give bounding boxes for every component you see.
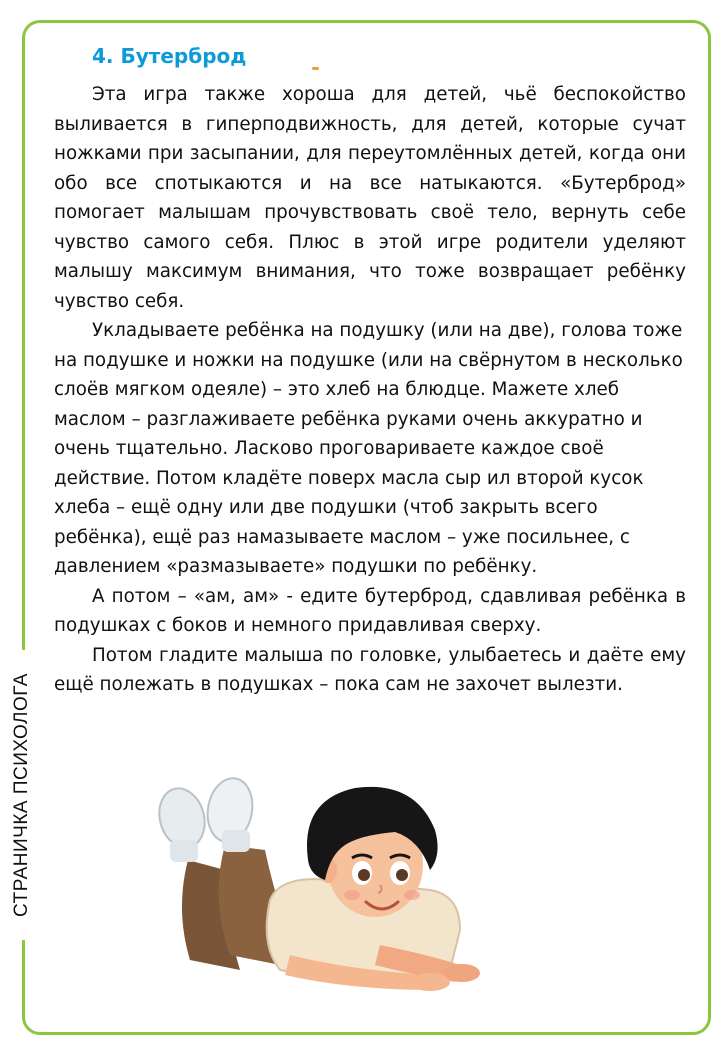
boy-pupil-left [358, 869, 370, 881]
boy-illustration [130, 770, 600, 1000]
decorative-mark [312, 67, 319, 70]
boy-cheek-left [344, 890, 360, 900]
paragraph-2: Укладываете ребёнка на подушку (или на две), голова тоже на подушке и ножки на подушке (или на свёрнутом в несколько слоёв мягком одеяле) – это хлеб на блюдце. Мажете хлеб маслом – разглаживаете ребёнка руками очень аккуратно и очень тщательно. Ласково проговариваете каждое своё действие. Потом кладёте поверх масла сыр ил второй кусок хлеба – ещё одну или две подушки (чтоб закрыть всего ребёнка), ещё раз намазываете маслом – уже посильнее, с давлением «размазываете» подушки по ребёнку. [54, 320, 683, 577]
boy-ankle-left [170, 840, 198, 862]
paragraph-4: Потом гладите малыша по головке, улыбаетесь и даёте ему ещё полежать в подушках – пока сам не захочет вылезти. [54, 644, 686, 695]
boy-ankle-right [222, 830, 250, 852]
article-body [54, 80, 686, 700]
boy-hand-right [444, 964, 480, 982]
paragraph-1: Эта игра также хороша для детей, чьё беспокойство выливается в гиперподвижность, для детей, которые сучат ножками при засыпании, для переутомлённых детей, когда они обо все спотыкаются и на все натыкаются. «Бутерброд» помогает малышам прочувствовать своё тело, вернуть себе чувство самого себя. Плюс в этой игре родители уделяют малышу максимум внимания, что тоже возвращает ребёнку чувство себя. [54, 84, 686, 312]
boy-cheek-right [404, 890, 420, 900]
paragraph-3: А потом – «ам, ам» - едите бутерброд, сдавливая ребёнка в подушках с боков и немного придавливая сверху. [54, 585, 686, 636]
side-label-text: СТРАНИЧКА ПСИХОЛОГА [11, 673, 33, 917]
section-heading: 4. Бутерброд [92, 44, 247, 68]
side-label [4, 650, 40, 940]
boy-pupil-right [396, 869, 408, 881]
boy-hand-left [410, 973, 450, 991]
